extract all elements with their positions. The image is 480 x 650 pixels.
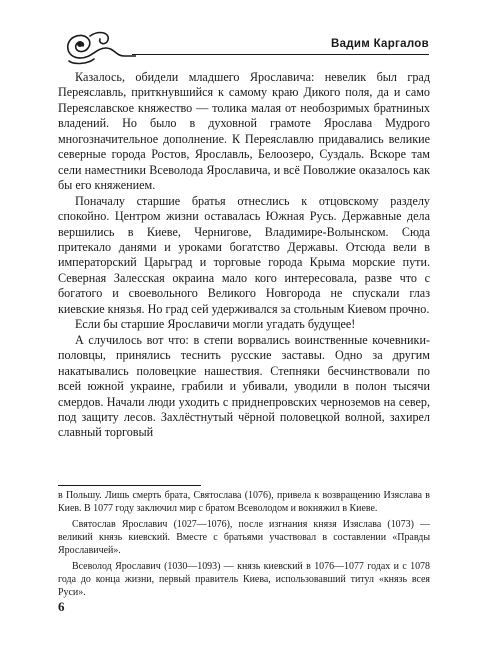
header-rule bbox=[132, 54, 429, 55]
footnotes bbox=[58, 489, 430, 600]
main-text bbox=[58, 70, 430, 441]
footnote: в Польшу. Лишь смерть брата, Святослава (1076), привела к возвращению Изяслава в Киев. В 1077 году заключил мир с братом Всеволодом и вокняжил в Киеве. bbox=[58, 490, 430, 515]
page-header bbox=[60, 28, 429, 66]
running-head: Вадим Каргалов bbox=[331, 38, 429, 50]
paragraph: Если бы старшие Ярославичи могли угадать будущее! bbox=[75, 317, 356, 332]
paragraph: Поначалу старшие братья отнеслись к отцовскому разделу спокойно. Центром жизни оставалась Южная Русь. Державные дела вершились в Киеве, Чернигове, Владимире-Волынском. Сюда притекало данями и уроками богатство Державы. Отсюда вели в императорский Царьград и торговые города Крыма морские пути. Северная Залесская окраина мало кого интересовала, разве что с богатого и своевольного Великого Новгорода не спускали глаз киевские князья. Но град сей удерживался за стольным Киевом прочно. bbox=[58, 193, 430, 316]
celtic-knot-scroll-icon bbox=[60, 28, 136, 66]
paragraph: Казалось, обидели младшего Ярославича: невелик был град Переяславль, приткнувшийся к самому краю Дикого поля, да и само Переяславское княжество — толика малая от необозримых братниных владений. Но было в духовной грамоте Ярослава Мудрого многозначительное дополнение. К Переяславлю придавались великие северные города Ростов, Ярославль, Белоозеро, Суздаль. Вскоре там сели наместники Всеволода Ярославича, и всё Поволжие оказалось как бы его княжением. bbox=[58, 70, 430, 193]
paragraph: А случилось вот что: в степи ворвались воинственные кочевники-половцы, принялись теснить русские заставы. Одно за другим накатывались половецкие нашествия. Степняки бесчинствовали по всей южной украине, грабили и убивали, уводили в полон тысячи смердов. Начали люди уходить с приднепровских черноземов на север, под защиту лесов. Захлёстнутый чёрной половецкой волной, захирел славный торговый bbox=[58, 332, 430, 440]
footnote: Святослав Ярославич (1027—1076), после изгнания князя Изяслава (1073) — великий князь киевский. Вместе с братьями участвовал в составлении «Правды Ярославичей». bbox=[58, 518, 430, 557]
footnote: Всеволод Ярославич (1030—1093) — князь киевский в 1076—1077 годах и с 1078 года до конца жизни, первый правитель Киева, использовавший титул «князь всея Руси». bbox=[58, 560, 430, 599]
page-number: 6 bbox=[58, 599, 65, 614]
footnote-rule bbox=[58, 485, 201, 486]
